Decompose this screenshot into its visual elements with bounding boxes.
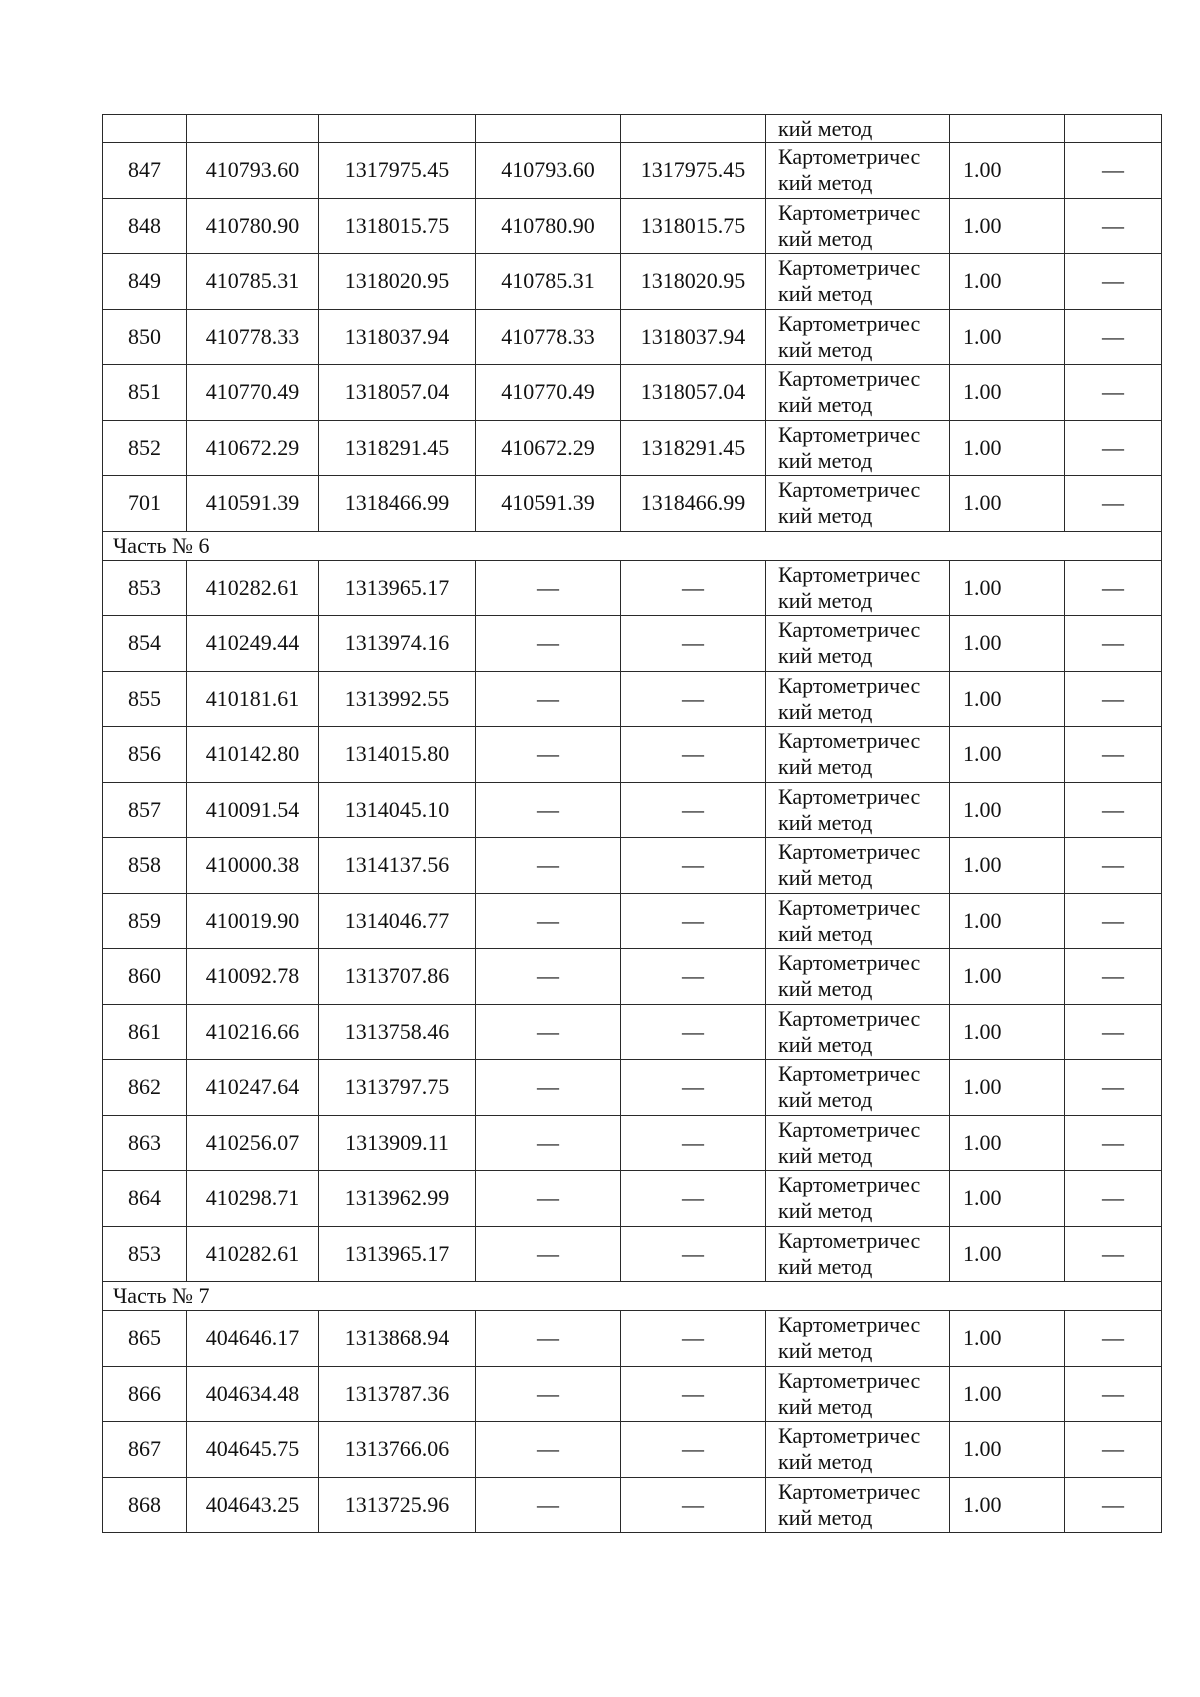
method-line-2: кий метод — [778, 1087, 873, 1113]
cell-x-refined: — — [476, 727, 621, 783]
method-line-2: кий метод — [778, 1393, 873, 1419]
cell-y-refined: — — [621, 671, 766, 727]
cell-x-refined: — — [476, 1366, 621, 1422]
table-row — [103, 671, 1162, 727]
method-line-1: Картометричес — [778, 366, 921, 392]
cell-x-existing: 410282.61 — [187, 560, 319, 616]
cell-x-existing: 410247.64 — [187, 1060, 319, 1116]
cell-y-existing: 1313766.06 — [319, 1422, 476, 1478]
cell-method — [766, 365, 950, 421]
table-row — [103, 949, 1162, 1005]
cell-point-number: 862 — [103, 1060, 187, 1116]
cell-x-refined: — — [476, 671, 621, 727]
cell-x-existing: 410216.66 — [187, 1004, 319, 1060]
cell-empty — [319, 115, 476, 143]
cell-point-number: 854 — [103, 616, 187, 672]
cell-accuracy: 1.00 — [950, 1311, 1065, 1367]
cell-method — [766, 1477, 950, 1533]
cell-x-refined: — — [476, 949, 621, 1005]
cell-y-existing: 1313797.75 — [319, 1060, 476, 1116]
table-row — [103, 727, 1162, 783]
cell-y-refined: 1318291.45 — [621, 420, 766, 476]
cell-description: — — [1065, 1004, 1162, 1060]
cell-accuracy: 1.00 — [950, 838, 1065, 894]
method-line-1: Картометричес — [778, 1116, 921, 1142]
cell-y-refined: — — [621, 782, 766, 838]
cell-y-refined: — — [621, 838, 766, 894]
cell-accuracy: 1.00 — [950, 254, 1065, 310]
table-row — [103, 420, 1162, 476]
cell-x-existing: 410091.54 — [187, 782, 319, 838]
cell-description: — — [1065, 420, 1162, 476]
method-line-1: Картометричес — [778, 477, 921, 503]
table-row — [103, 198, 1162, 254]
cell-point-number: 868 — [103, 1477, 187, 1533]
cell-accuracy: 1.00 — [950, 420, 1065, 476]
cell-x-refined: 410778.33 — [476, 309, 621, 365]
cell-y-existing: 1318020.95 — [319, 254, 476, 310]
cell-x-refined: — — [476, 1060, 621, 1116]
cell-x-existing: 410672.29 — [187, 420, 319, 476]
cell-method — [766, 560, 950, 616]
cell-x-existing: 410000.38 — [187, 838, 319, 894]
cell-empty — [950, 115, 1065, 143]
cell-description: — — [1065, 309, 1162, 365]
method-line-2: кий метод — [778, 643, 873, 669]
cell-y-refined: — — [621, 1366, 766, 1422]
cell-point-number: 855 — [103, 671, 187, 727]
cell-y-existing: 1313962.99 — [319, 1171, 476, 1227]
method-line-1: Картометричес — [778, 783, 921, 809]
cell-accuracy: 1.00 — [950, 727, 1065, 783]
table-row — [103, 1422, 1162, 1478]
cell-y-existing: 1318466.99 — [319, 476, 476, 532]
cell-y-refined: — — [621, 560, 766, 616]
cell-point-number: 701 — [103, 476, 187, 532]
cell-point-number: 864 — [103, 1171, 187, 1227]
cell-y-refined: — — [621, 727, 766, 783]
cell-x-refined: — — [476, 838, 621, 894]
cell-x-refined: — — [476, 1226, 621, 1282]
cell-y-refined: — — [621, 1004, 766, 1060]
cell-y-existing: 1313707.86 — [319, 949, 476, 1005]
cell-point-number: 861 — [103, 1004, 187, 1060]
cell-point-number: 853 — [103, 560, 187, 616]
cell-method — [766, 616, 950, 672]
cell-empty — [476, 115, 621, 143]
cell-x-refined: — — [476, 1171, 621, 1227]
cell-point-number: 863 — [103, 1115, 187, 1171]
cell-y-existing: 1314046.77 — [319, 893, 476, 949]
method-line-2: кий метод — [778, 754, 873, 780]
cell-description: — — [1065, 782, 1162, 838]
cell-y-refined: — — [621, 1477, 766, 1533]
method-line-2: кий метод — [778, 1031, 873, 1057]
cell-y-refined: — — [621, 1115, 766, 1171]
cell-description: — — [1065, 476, 1162, 532]
cell-y-existing: 1313868.94 — [319, 1311, 476, 1367]
cell-x-refined: — — [476, 560, 621, 616]
cell-description: — — [1065, 671, 1162, 727]
cell-accuracy: 1.00 — [950, 1004, 1065, 1060]
part-header-row — [103, 531, 1162, 560]
cell-accuracy: 1.00 — [950, 143, 1065, 199]
cell-x-existing: 410181.61 — [187, 671, 319, 727]
method-line-2: кий метод — [778, 1504, 873, 1530]
cell-point-number: 852 — [103, 420, 187, 476]
cell-method — [766, 782, 950, 838]
cell-description: — — [1065, 727, 1162, 783]
cell-accuracy: 1.00 — [950, 949, 1065, 1005]
cell-x-refined: — — [476, 1477, 621, 1533]
method-line-1: Картометричес — [778, 144, 921, 170]
cell-y-existing: 1313758.46 — [319, 1004, 476, 1060]
cell-y-refined: — — [621, 949, 766, 1005]
cell-y-refined: — — [621, 893, 766, 949]
cell-accuracy: 1.00 — [950, 1366, 1065, 1422]
cell-y-existing: 1313965.17 — [319, 1226, 476, 1282]
cell-y-existing: 1314015.80 — [319, 727, 476, 783]
cell-y-existing: 1313974.16 — [319, 616, 476, 672]
cell-description: — — [1065, 1226, 1162, 1282]
method-line-1: Картометричес — [778, 310, 921, 336]
part-header-row — [103, 1282, 1162, 1311]
cell-point-number: 849 — [103, 254, 187, 310]
cell-empty — [621, 115, 766, 143]
cell-x-existing: 410092.78 — [187, 949, 319, 1005]
cell-point-number: 866 — [103, 1366, 187, 1422]
method-line-1: Картометричес — [778, 617, 921, 643]
cell-x-existing: 410778.33 — [187, 309, 319, 365]
method-line-2: кий метод — [778, 920, 873, 946]
cell-accuracy: 1.00 — [950, 476, 1065, 532]
cell-description: — — [1065, 1366, 1162, 1422]
cell-y-existing: 1313787.36 — [319, 1366, 476, 1422]
method-line-1: Картометричес — [778, 1227, 921, 1253]
table-body — [103, 115, 1162, 1533]
cell-x-refined: — — [476, 1115, 621, 1171]
table-row — [103, 254, 1162, 310]
cell-description: — — [1065, 1115, 1162, 1171]
table-row — [103, 1477, 1162, 1533]
cell-description: — — [1065, 1422, 1162, 1478]
method-line-1: Картометричес — [778, 839, 921, 865]
method-line-2: кий метод — [778, 587, 873, 613]
cell-accuracy: 1.00 — [950, 1115, 1065, 1171]
table-row — [103, 560, 1162, 616]
cell-accuracy: 1.00 — [950, 560, 1065, 616]
cell-x-refined: — — [476, 616, 621, 672]
cell-y-refined: — — [621, 616, 766, 672]
cell-point-number: 853 — [103, 1226, 187, 1282]
table-row — [103, 838, 1162, 894]
part-label: Часть № 6 — [103, 531, 1162, 560]
cell-description: — — [1065, 616, 1162, 672]
method-line-1: Картометричес — [778, 1312, 921, 1338]
cell-y-refined: 1318057.04 — [621, 365, 766, 421]
method-line-2: кий метод — [778, 503, 873, 529]
cell-method — [766, 671, 950, 727]
cell-accuracy: 1.00 — [950, 365, 1065, 421]
cell-description: — — [1065, 1311, 1162, 1367]
cell-method — [766, 1004, 950, 1060]
method-line-2: кий метод — [778, 809, 873, 835]
cell-x-existing: 410770.49 — [187, 365, 319, 421]
cell-x-existing: 410019.90 — [187, 893, 319, 949]
method-line-2: кий метод — [778, 392, 873, 418]
cell-point-number: 859 — [103, 893, 187, 949]
cell-point-number: 858 — [103, 838, 187, 894]
cell-x-existing: 410785.31 — [187, 254, 319, 310]
cell-accuracy: 1.00 — [950, 1060, 1065, 1116]
cell-method — [766, 727, 950, 783]
table-row — [103, 1171, 1162, 1227]
cell-accuracy: 1.00 — [950, 616, 1065, 672]
method-line-1: Картометричес — [778, 1423, 921, 1449]
cell-accuracy: 1.00 — [950, 309, 1065, 365]
method-line-2: кий метод — [778, 225, 873, 251]
method-line-1: Картометричес — [778, 1367, 921, 1393]
cell-description: — — [1065, 893, 1162, 949]
table-row — [103, 1004, 1162, 1060]
method-line-2: кий метод — [778, 1142, 873, 1168]
cell-point-number: 851 — [103, 365, 187, 421]
cell-y-existing: 1314045.10 — [319, 782, 476, 838]
cell-x-refined: 410672.29 — [476, 420, 621, 476]
cell-point-number: 847 — [103, 143, 187, 199]
cell-x-existing: 404634.48 — [187, 1366, 319, 1422]
cell-point-number: 865 — [103, 1311, 187, 1367]
cell-x-refined: 410793.60 — [476, 143, 621, 199]
cell-point-number: 856 — [103, 727, 187, 783]
cell-point-number: 860 — [103, 949, 187, 1005]
cell-empty — [1065, 115, 1162, 143]
cell-x-refined: — — [476, 1004, 621, 1060]
cell-y-refined: 1317975.45 — [621, 143, 766, 199]
table-row — [103, 782, 1162, 838]
method-line-2: кий метод — [778, 447, 873, 473]
cell-method — [766, 1226, 950, 1282]
cell-point-number: 857 — [103, 782, 187, 838]
table-row — [103, 365, 1162, 421]
table-row — [103, 616, 1162, 672]
cell-description: — — [1065, 838, 1162, 894]
cell-point-number: 848 — [103, 198, 187, 254]
cell-method — [766, 893, 950, 949]
cell-y-refined: — — [621, 1171, 766, 1227]
cell-x-existing: 404645.75 — [187, 1422, 319, 1478]
cell-x-existing: 410591.39 — [187, 476, 319, 532]
cell-x-existing: 410298.71 — [187, 1171, 319, 1227]
method-line-2: кий метод — [778, 1198, 873, 1224]
cell-y-refined: 1318015.75 — [621, 198, 766, 254]
method-line-1: Картометричес — [778, 894, 921, 920]
cell-x-existing: 410256.07 — [187, 1115, 319, 1171]
cell-x-existing: 410282.61 — [187, 1226, 319, 1282]
method-line-1: Картометричес — [778, 950, 921, 976]
cell-y-existing: 1313909.11 — [319, 1115, 476, 1171]
method-line-2: кий метод — [778, 170, 873, 196]
cell-accuracy: 1.00 — [950, 782, 1065, 838]
method-line-2: кий метод — [778, 865, 873, 891]
cell-accuracy: 1.00 — [950, 1226, 1065, 1282]
cell-y-refined: 1318466.99 — [621, 476, 766, 532]
cell-description: — — [1065, 1060, 1162, 1116]
method-line-2: кий метод — [778, 1338, 873, 1364]
cell-accuracy: 1.00 — [950, 671, 1065, 727]
cell-y-existing: 1318015.75 — [319, 198, 476, 254]
cell-method — [766, 1422, 950, 1478]
cell-accuracy: 1.00 — [950, 1422, 1065, 1478]
cell-description: — — [1065, 1477, 1162, 1533]
cell-description: — — [1065, 365, 1162, 421]
method-line-1: Картометричес — [778, 199, 921, 225]
cell-x-existing: 404646.17 — [187, 1311, 319, 1367]
cell-x-refined: 410785.31 — [476, 254, 621, 310]
cell-y-refined: — — [621, 1422, 766, 1478]
cell-method — [766, 1366, 950, 1422]
cell-y-refined: 1318037.94 — [621, 309, 766, 365]
method-line-1: Картометричес — [778, 421, 921, 447]
cell-accuracy: 1.00 — [950, 198, 1065, 254]
cell-y-existing: 1318057.04 — [319, 365, 476, 421]
cell-method — [766, 254, 950, 310]
cell-x-refined: 410780.90 — [476, 198, 621, 254]
cell-method — [766, 309, 950, 365]
method-line-2: кий метод — [778, 281, 873, 307]
table-row — [103, 1115, 1162, 1171]
table-row — [103, 1366, 1162, 1422]
cell-x-existing: 410793.60 — [187, 143, 319, 199]
method-line-2: кий метод — [778, 336, 873, 362]
cell-x-refined: — — [476, 1311, 621, 1367]
cell-x-existing: 410142.80 — [187, 727, 319, 783]
cell-method — [766, 1171, 950, 1227]
cell-y-existing: 1318291.45 — [319, 420, 476, 476]
cell-x-refined: 410591.39 — [476, 476, 621, 532]
cell-x-existing: 410780.90 — [187, 198, 319, 254]
cell-y-existing: 1313992.55 — [319, 671, 476, 727]
cell-x-existing: 404643.25 — [187, 1477, 319, 1533]
cell-description: — — [1065, 949, 1162, 1005]
method-line-1: Картометричес — [778, 1061, 921, 1087]
cell-method-tail: кий метод — [766, 115, 950, 143]
cell-y-existing: 1313965.17 — [319, 560, 476, 616]
table-row — [103, 1226, 1162, 1282]
cell-method — [766, 1311, 950, 1367]
method-line-1: Картометричес — [778, 1478, 921, 1504]
method-line-1: Картометричес — [778, 728, 921, 754]
cell-description: — — [1065, 254, 1162, 310]
table-row — [103, 1060, 1162, 1116]
cell-description: — — [1065, 198, 1162, 254]
cell-y-existing: 1318037.94 — [319, 309, 476, 365]
cell-accuracy: 1.00 — [950, 1477, 1065, 1533]
cell-description: — — [1065, 1171, 1162, 1227]
cell-y-existing: 1317975.45 — [319, 143, 476, 199]
method-line-1: Картометричес — [778, 561, 921, 587]
method-line-1: Картометричес — [778, 255, 921, 281]
method-line-1: Картометричес — [778, 1005, 921, 1031]
cell-method — [766, 420, 950, 476]
cell-empty — [103, 115, 187, 143]
part-label: Часть № 7 — [103, 1282, 1162, 1311]
cell-method — [766, 143, 950, 199]
cell-point-number: 850 — [103, 309, 187, 365]
cell-point-number: 867 — [103, 1422, 187, 1478]
method-line-2: кий метод — [778, 1449, 873, 1475]
cell-y-existing: 1314137.56 — [319, 838, 476, 894]
method-line-2: кий метод — [778, 976, 873, 1002]
cell-method — [766, 1060, 950, 1116]
cell-y-refined: — — [621, 1226, 766, 1282]
table-row — [103, 143, 1162, 199]
cell-description: — — [1065, 560, 1162, 616]
table-row — [103, 893, 1162, 949]
coordinates-table — [102, 114, 1162, 1533]
cell-empty — [187, 115, 319, 143]
cell-description: — — [1065, 143, 1162, 199]
method-line-2: кий метод — [778, 698, 873, 724]
table-row — [103, 476, 1162, 532]
cell-method — [766, 838, 950, 894]
cell-method — [766, 949, 950, 1005]
cell-accuracy: 1.00 — [950, 893, 1065, 949]
method-line-1: Картометричес — [778, 1172, 921, 1198]
cell-y-refined: 1318020.95 — [621, 254, 766, 310]
method-line-2: кий метод — [778, 1253, 873, 1279]
cell-y-refined: — — [621, 1060, 766, 1116]
cell-x-existing: 410249.44 — [187, 616, 319, 672]
table-row — [103, 1311, 1162, 1367]
cell-method — [766, 198, 950, 254]
continued-row — [103, 115, 1162, 143]
cell-x-refined: 410770.49 — [476, 365, 621, 421]
cell-x-refined: — — [476, 893, 621, 949]
cell-accuracy: 1.00 — [950, 1171, 1065, 1227]
cell-method — [766, 1115, 950, 1171]
cell-y-refined: — — [621, 1311, 766, 1367]
cell-y-existing: 1313725.96 — [319, 1477, 476, 1533]
cell-x-refined: — — [476, 782, 621, 838]
cell-x-refined: — — [476, 1422, 621, 1478]
method-line-1: Картометричес — [778, 672, 921, 698]
table-row — [103, 309, 1162, 365]
cell-method — [766, 476, 950, 532]
